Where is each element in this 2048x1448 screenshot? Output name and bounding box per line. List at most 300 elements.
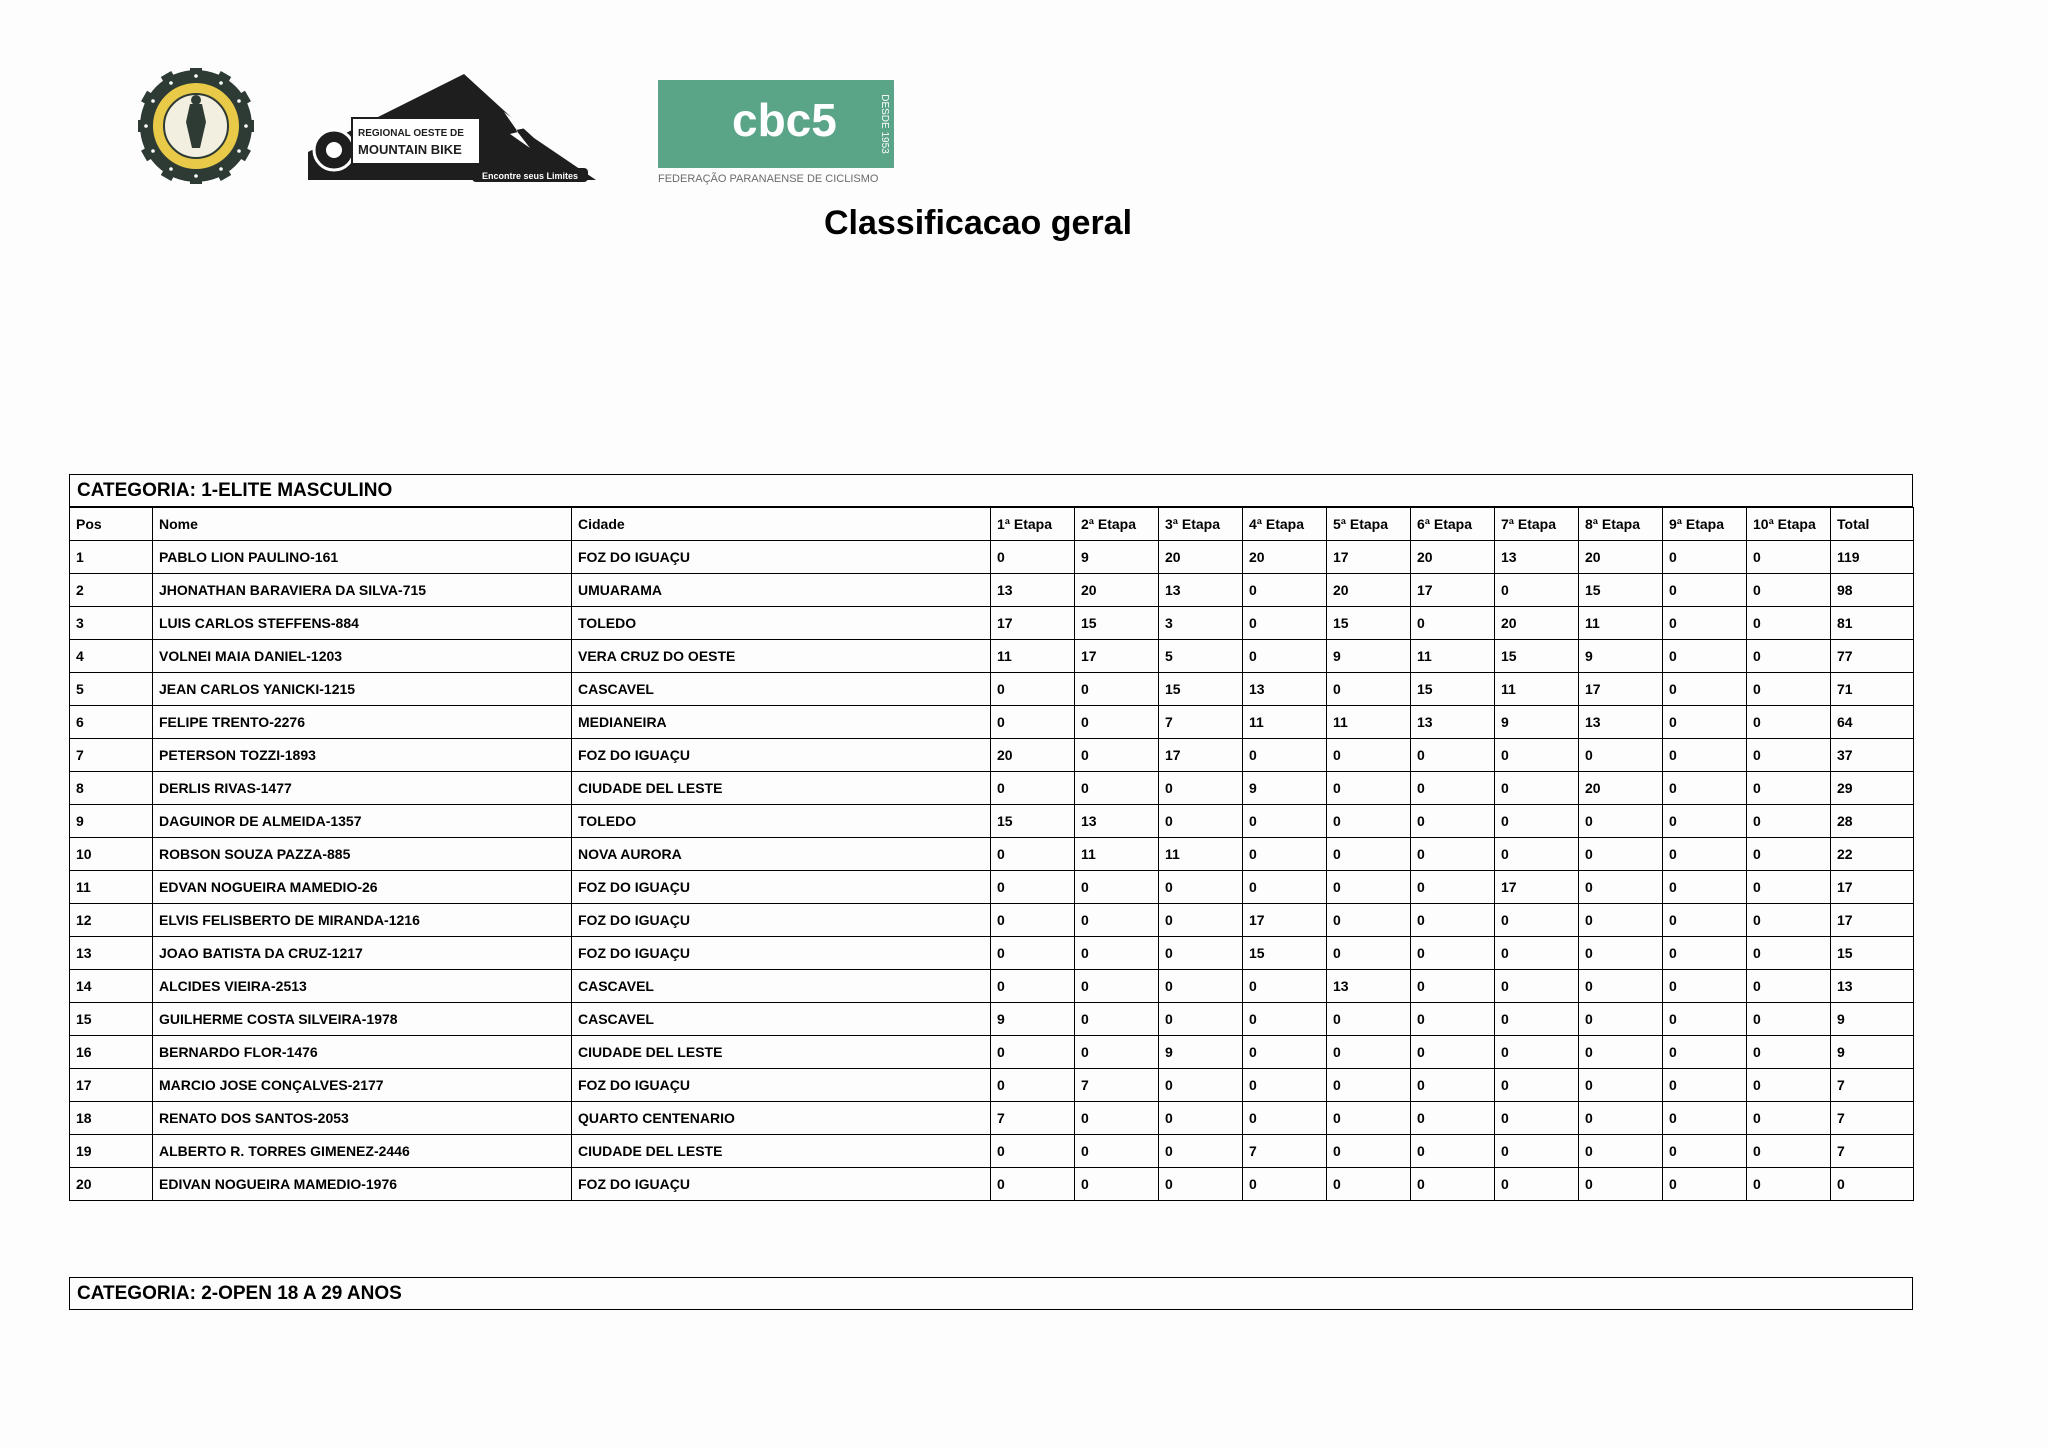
cell-etapa-10: 0	[1747, 904, 1831, 937]
cell-pos: 8	[70, 772, 153, 805]
cell-etapa-5: 0	[1327, 673, 1411, 706]
cell-etapa-10: 0	[1747, 937, 1831, 970]
column-header: Pos	[70, 508, 153, 541]
cell-etapa-1: 0	[991, 838, 1075, 871]
cell-etapa-10: 0	[1747, 1102, 1831, 1135]
svg-text:REGIONAL OESTE DE: REGIONAL OESTE DE	[358, 128, 464, 139]
cell-etapa-1: 20	[991, 739, 1075, 772]
cell-etapa-5: 17	[1327, 541, 1411, 574]
cell-total: 13	[1831, 970, 1914, 1003]
cell-cidade: MEDIANEIRA	[572, 706, 991, 739]
cell-etapa-5: 0	[1327, 1135, 1411, 1168]
cell-etapa-4: 9	[1243, 772, 1327, 805]
table-row	[70, 1069, 1914, 1102]
cell-etapa-2: 0	[1075, 1003, 1159, 1036]
cell-etapa-9: 0	[1663, 1102, 1747, 1135]
cell-etapa-7: 0	[1495, 1036, 1579, 1069]
cell-pos: 9	[70, 805, 153, 838]
cell-etapa-2: 0	[1075, 1036, 1159, 1069]
cell-etapa-2: 0	[1075, 739, 1159, 772]
cell-etapa-5: 11	[1327, 706, 1411, 739]
cell-etapa-6: 0	[1411, 937, 1495, 970]
column-header: 8ª Etapa	[1579, 508, 1663, 541]
svg-text:FEDERAÇÃO PARANAENSE DE CICLIS: FEDERAÇÃO PARANAENSE DE CICLISMO	[658, 173, 879, 185]
cell-cidade: CIUDADE DEL LESTE	[572, 1135, 991, 1168]
regional-mountain-bike-logo	[304, 68, 600, 190]
cell-etapa-10: 0	[1747, 805, 1831, 838]
cell-etapa-4: 13	[1243, 673, 1327, 706]
cell-etapa-2: 9	[1075, 541, 1159, 574]
cell-etapa-7: 0	[1495, 1003, 1579, 1036]
cell-etapa-2: 0	[1075, 706, 1159, 739]
cell-etapa-6: 0	[1411, 871, 1495, 904]
cell-nome: JOAO BATISTA DA CRUZ-1217	[153, 937, 572, 970]
column-header: 9ª Etapa	[1663, 508, 1747, 541]
cell-cidade: FOZ DO IGUAÇU	[572, 1168, 991, 1201]
cell-etapa-1: 0	[991, 706, 1075, 739]
table-row	[70, 838, 1914, 871]
cell-etapa-6: 0	[1411, 1168, 1495, 1201]
cell-etapa-9: 0	[1663, 937, 1747, 970]
cell-nome: ELVIS FELISBERTO DE MIRANDA-1216	[153, 904, 572, 937]
cell-cidade: CASCAVEL	[572, 1003, 991, 1036]
cell-etapa-4: 15	[1243, 937, 1327, 970]
cell-pos: 16	[70, 1036, 153, 1069]
cell-etapa-5: 0	[1327, 904, 1411, 937]
cell-etapa-9: 0	[1663, 1135, 1747, 1168]
table-row	[70, 904, 1914, 937]
cell-etapa-5: 0	[1327, 838, 1411, 871]
cell-cidade: TOLEDO	[572, 607, 991, 640]
cell-etapa-1: 17	[991, 607, 1075, 640]
cell-etapa-8: 20	[1579, 541, 1663, 574]
cell-cidade: FOZ DO IGUAÇU	[572, 739, 991, 772]
cell-etapa-7: 0	[1495, 970, 1579, 1003]
cell-etapa-5: 0	[1327, 1036, 1411, 1069]
cell-nome: ALCIDES VIEIRA-2513	[153, 970, 572, 1003]
cell-etapa-8: 13	[1579, 706, 1663, 739]
cell-cidade: CASCAVEL	[572, 673, 991, 706]
federacao-paranaense-logo	[656, 78, 896, 188]
column-header: Cidade	[572, 508, 991, 541]
cell-etapa-8: 17	[1579, 673, 1663, 706]
cell-etapa-10: 0	[1747, 541, 1831, 574]
table-row	[70, 970, 1914, 1003]
cell-cidade: FOZ DO IGUAÇU	[572, 904, 991, 937]
table-row	[70, 640, 1914, 673]
cell-total: 37	[1831, 739, 1914, 772]
cell-etapa-8: 0	[1579, 1168, 1663, 1201]
cell-nome: PABLO LION PAULINO-161	[153, 541, 572, 574]
cell-etapa-4: 0	[1243, 805, 1327, 838]
cell-etapa-4: 11	[1243, 706, 1327, 739]
table-row	[70, 541, 1914, 574]
cell-etapa-2: 17	[1075, 640, 1159, 673]
cell-pos: 2	[70, 574, 153, 607]
cell-total: 17	[1831, 904, 1914, 937]
cell-etapa-4: 0	[1243, 970, 1327, 1003]
cell-etapa-9: 0	[1663, 1003, 1747, 1036]
cell-etapa-9: 0	[1663, 1069, 1747, 1102]
svg-text:cbc5: cbc5	[732, 94, 837, 146]
category-header: CATEGORIA: 2-OPEN 18 A 29 ANOS	[69, 1277, 1913, 1310]
cell-etapa-2: 0	[1075, 937, 1159, 970]
cell-cidade: VERA CRUZ DO OESTE	[572, 640, 991, 673]
cell-total: 9	[1831, 1003, 1914, 1036]
column-header: 6ª Etapa	[1411, 508, 1495, 541]
cell-nome: JEAN CARLOS YANICKI-1215	[153, 673, 572, 706]
table-row	[70, 607, 1914, 640]
cell-etapa-8: 0	[1579, 805, 1663, 838]
cell-etapa-10: 0	[1747, 640, 1831, 673]
cell-etapa-4: 0	[1243, 739, 1327, 772]
cell-etapa-10: 0	[1747, 838, 1831, 871]
cell-etapa-7: 0	[1495, 838, 1579, 871]
cell-etapa-8: 15	[1579, 574, 1663, 607]
cell-etapa-3: 15	[1159, 673, 1243, 706]
cell-pos: 14	[70, 970, 153, 1003]
cell-nome: RENATO DOS SANTOS-2053	[153, 1102, 572, 1135]
table-row	[70, 739, 1914, 772]
cell-etapa-7: 0	[1495, 904, 1579, 937]
cell-etapa-1: 0	[991, 904, 1075, 937]
cell-total: 81	[1831, 607, 1914, 640]
column-header: 2ª Etapa	[1075, 508, 1159, 541]
cell-total: 64	[1831, 706, 1914, 739]
cell-nome: ALBERTO R. TORRES GIMENEZ-2446	[153, 1135, 572, 1168]
cell-etapa-6: 0	[1411, 904, 1495, 937]
page-title: Classificacao geral	[823, 204, 1133, 242]
cell-etapa-5: 0	[1327, 871, 1411, 904]
cell-etapa-4: 20	[1243, 541, 1327, 574]
cell-etapa-9: 0	[1663, 1036, 1747, 1069]
cell-etapa-3: 0	[1159, 1135, 1243, 1168]
cell-etapa-6: 0	[1411, 838, 1495, 871]
cell-etapa-10: 0	[1747, 607, 1831, 640]
cell-etapa-5: 20	[1327, 574, 1411, 607]
cell-etapa-5: 0	[1327, 805, 1411, 838]
column-header: 4ª Etapa	[1243, 508, 1327, 541]
svg-text:DESDE 1953: DESDE 1953	[879, 94, 890, 154]
cell-etapa-2: 11	[1075, 838, 1159, 871]
cell-etapa-1: 15	[991, 805, 1075, 838]
cell-etapa-5: 0	[1327, 1003, 1411, 1036]
svg-text:Encontre seus Limites: Encontre seus Limites	[481, 171, 579, 181]
cell-etapa-9: 0	[1663, 607, 1747, 640]
cell-etapa-1: 0	[991, 937, 1075, 970]
cell-etapa-8: 11	[1579, 607, 1663, 640]
cell-nome: GUILHERME COSTA SILVEIRA-1978	[153, 1003, 572, 1036]
cell-nome: FELIPE TRENTO-2276	[153, 706, 572, 739]
cell-etapa-10: 0	[1747, 1003, 1831, 1036]
cell-etapa-6: 0	[1411, 772, 1495, 805]
category-header: CATEGORIA: 1-ELITE MASCULINO	[69, 474, 1913, 507]
cell-etapa-1: 0	[991, 970, 1075, 1003]
table-row	[70, 1135, 1914, 1168]
column-header: 1ª Etapa	[991, 508, 1075, 541]
cell-etapa-3: 9	[1159, 1036, 1243, 1069]
cell-total: 119	[1831, 541, 1914, 574]
cell-etapa-3: 0	[1159, 871, 1243, 904]
cell-etapa-5: 0	[1327, 1102, 1411, 1135]
cell-cidade: CIUDADE DEL LESTE	[572, 772, 991, 805]
cell-pos: 4	[70, 640, 153, 673]
cell-total: 17	[1831, 871, 1914, 904]
cell-etapa-9: 0	[1663, 772, 1747, 805]
table-header-row	[70, 508, 1914, 541]
cell-pos: 20	[70, 1168, 153, 1201]
cell-etapa-9: 0	[1663, 871, 1747, 904]
cell-cidade: NOVA AURORA	[572, 838, 991, 871]
logo-bar	[0, 0, 2048, 200]
cell-etapa-1: 0	[991, 1168, 1075, 1201]
cell-etapa-6: 0	[1411, 1135, 1495, 1168]
cell-etapa-3: 0	[1159, 937, 1243, 970]
cell-pos: 17	[70, 1069, 153, 1102]
cell-nome: PETERSON TOZZI-1893	[153, 739, 572, 772]
cell-pos: 10	[70, 838, 153, 871]
cell-etapa-5: 0	[1327, 739, 1411, 772]
cell-etapa-3: 0	[1159, 970, 1243, 1003]
cell-etapa-2: 0	[1075, 970, 1159, 1003]
table-row	[70, 1168, 1914, 1201]
cell-etapa-8: 0	[1579, 1036, 1663, 1069]
cell-etapa-2: 7	[1075, 1069, 1159, 1102]
cell-etapa-6: 0	[1411, 739, 1495, 772]
cell-etapa-6: 0	[1411, 1003, 1495, 1036]
cell-cidade: QUARTO CENTENARIO	[572, 1102, 991, 1135]
cell-etapa-5: 0	[1327, 772, 1411, 805]
cell-etapa-10: 0	[1747, 970, 1831, 1003]
cell-etapa-3: 5	[1159, 640, 1243, 673]
cell-nome: JHONATHAN BARAVIERA DA SILVA-715	[153, 574, 572, 607]
cell-etapa-6: 13	[1411, 706, 1495, 739]
cell-etapa-4: 0	[1243, 1102, 1327, 1135]
cell-etapa-3: 20	[1159, 541, 1243, 574]
svg-text:MOUNTAIN BIKE: MOUNTAIN BIKE	[358, 142, 462, 157]
cell-etapa-4: 17	[1243, 904, 1327, 937]
cell-etapa-8: 20	[1579, 772, 1663, 805]
cell-etapa-4: 0	[1243, 1003, 1327, 1036]
cell-etapa-8: 0	[1579, 1003, 1663, 1036]
cell-cidade: CIUDADE DEL LESTE	[572, 1036, 991, 1069]
cell-nome: MARCIO JOSE CONÇALVES-2177	[153, 1069, 572, 1102]
cell-etapa-8: 9	[1579, 640, 1663, 673]
category-open-18-29	[69, 1277, 1913, 1310]
cell-etapa-3: 0	[1159, 805, 1243, 838]
cell-etapa-7: 0	[1495, 1135, 1579, 1168]
cell-etapa-8: 0	[1579, 871, 1663, 904]
cell-etapa-3: 0	[1159, 772, 1243, 805]
cell-etapa-10: 0	[1747, 871, 1831, 904]
results-table	[69, 507, 1914, 1201]
cell-etapa-8: 0	[1579, 904, 1663, 937]
cell-total: 7	[1831, 1102, 1914, 1135]
cell-etapa-7: 11	[1495, 673, 1579, 706]
cell-etapa-3: 11	[1159, 838, 1243, 871]
column-header: 10ª Etapa	[1747, 508, 1831, 541]
cell-etapa-8: 0	[1579, 937, 1663, 970]
cell-etapa-7: 9	[1495, 706, 1579, 739]
cell-etapa-1: 0	[991, 1135, 1075, 1168]
cell-etapa-3: 3	[1159, 607, 1243, 640]
table-row	[70, 772, 1914, 805]
cell-cidade: FOZ DO IGUAÇU	[572, 871, 991, 904]
cell-etapa-1: 0	[991, 772, 1075, 805]
cell-etapa-1: 7	[991, 1102, 1075, 1135]
column-header: 5ª Etapa	[1327, 508, 1411, 541]
cell-etapa-9: 0	[1663, 904, 1747, 937]
cell-etapa-6: 20	[1411, 541, 1495, 574]
cell-etapa-9: 0	[1663, 673, 1747, 706]
cell-etapa-4: 0	[1243, 574, 1327, 607]
cell-etapa-3: 0	[1159, 1168, 1243, 1201]
cell-etapa-8: 0	[1579, 1069, 1663, 1102]
cell-total: 71	[1831, 673, 1914, 706]
cell-etapa-9: 0	[1663, 640, 1747, 673]
cell-etapa-8: 0	[1579, 970, 1663, 1003]
cell-etapa-7: 13	[1495, 541, 1579, 574]
cell-etapa-4: 0	[1243, 1036, 1327, 1069]
cell-pos: 11	[70, 871, 153, 904]
cell-etapa-3: 0	[1159, 1102, 1243, 1135]
cell-etapa-8: 0	[1579, 739, 1663, 772]
cell-cidade: TOLEDO	[572, 805, 991, 838]
cell-etapa-7: 0	[1495, 739, 1579, 772]
cell-total: 7	[1831, 1069, 1914, 1102]
cell-nome: DAGUINOR DE ALMEIDA-1357	[153, 805, 572, 838]
cell-etapa-2: 0	[1075, 904, 1159, 937]
cell-etapa-9: 0	[1663, 838, 1747, 871]
cell-etapa-1: 0	[991, 1036, 1075, 1069]
column-header: Nome	[153, 508, 572, 541]
cell-pos: 1	[70, 541, 153, 574]
cell-etapa-7: 0	[1495, 805, 1579, 838]
cell-nome: BERNARDO FLOR-1476	[153, 1036, 572, 1069]
table-row	[70, 871, 1914, 904]
cell-etapa-1: 0	[991, 541, 1075, 574]
cell-etapa-3: 0	[1159, 904, 1243, 937]
cell-etapa-7: 0	[1495, 937, 1579, 970]
cell-etapa-9: 0	[1663, 706, 1747, 739]
cell-cidade: UMUARAMA	[572, 574, 991, 607]
cell-etapa-6: 0	[1411, 805, 1495, 838]
cell-pos: 7	[70, 739, 153, 772]
cell-etapa-7: 17	[1495, 871, 1579, 904]
cell-pos: 12	[70, 904, 153, 937]
table-row	[70, 1036, 1914, 1069]
cell-etapa-2: 15	[1075, 607, 1159, 640]
cell-etapa-3: 17	[1159, 739, 1243, 772]
cell-cidade: CASCAVEL	[572, 970, 991, 1003]
cell-total: 0	[1831, 1168, 1914, 1201]
cell-etapa-8: 0	[1579, 1102, 1663, 1135]
cell-pos: 13	[70, 937, 153, 970]
cell-pos: 18	[70, 1102, 153, 1135]
cell-etapa-1: 13	[991, 574, 1075, 607]
cell-etapa-9: 0	[1663, 805, 1747, 838]
cell-etapa-6: 11	[1411, 640, 1495, 673]
column-header: 3ª Etapa	[1159, 508, 1243, 541]
cell-etapa-5: 15	[1327, 607, 1411, 640]
cell-etapa-7: 0	[1495, 1102, 1579, 1135]
category-elite-masculino	[69, 474, 1913, 1201]
cell-etapa-6: 0	[1411, 1069, 1495, 1102]
cell-etapa-10: 0	[1747, 673, 1831, 706]
cell-etapa-1: 0	[991, 1069, 1075, 1102]
cell-total: 9	[1831, 1036, 1914, 1069]
cell-etapa-4: 0	[1243, 640, 1327, 673]
club-emblem-logo	[138, 68, 254, 184]
cell-etapa-10: 0	[1747, 574, 1831, 607]
cell-total: 29	[1831, 772, 1914, 805]
cell-etapa-5: 9	[1327, 640, 1411, 673]
cell-etapa-1: 11	[991, 640, 1075, 673]
column-header: Total	[1831, 508, 1914, 541]
cell-etapa-5: 13	[1327, 970, 1411, 1003]
cell-etapa-6: 0	[1411, 607, 1495, 640]
cell-etapa-8: 0	[1579, 1135, 1663, 1168]
cell-etapa-6: 0	[1411, 970, 1495, 1003]
cell-nome: ROBSON SOUZA PAZZA-885	[153, 838, 572, 871]
cell-nome: VOLNEI MAIA DANIEL-1203	[153, 640, 572, 673]
cell-etapa-7: 0	[1495, 1168, 1579, 1201]
cell-etapa-6: 15	[1411, 673, 1495, 706]
cell-etapa-7: 0	[1495, 1069, 1579, 1102]
cell-etapa-8: 0	[1579, 838, 1663, 871]
cell-etapa-4: 0	[1243, 838, 1327, 871]
cell-nome: LUIS CARLOS STEFFENS-884	[153, 607, 572, 640]
cell-etapa-3: 0	[1159, 1003, 1243, 1036]
cell-cidade: FOZ DO IGUAÇU	[572, 541, 991, 574]
cell-etapa-1: 0	[991, 871, 1075, 904]
cell-etapa-2: 0	[1075, 772, 1159, 805]
cell-etapa-7: 15	[1495, 640, 1579, 673]
cell-etapa-4: 0	[1243, 871, 1327, 904]
cell-pos: 19	[70, 1135, 153, 1168]
cell-etapa-4: 0	[1243, 1069, 1327, 1102]
cell-etapa-5: 0	[1327, 1069, 1411, 1102]
cell-nome: DERLIS RIVAS-1477	[153, 772, 572, 805]
cell-etapa-1: 0	[991, 673, 1075, 706]
cell-etapa-7: 0	[1495, 574, 1579, 607]
cell-etapa-2: 0	[1075, 673, 1159, 706]
cell-etapa-10: 0	[1747, 706, 1831, 739]
cell-nome: EDIVAN NOGUEIRA MAMEDIO-1976	[153, 1168, 572, 1201]
cell-etapa-2: 0	[1075, 1102, 1159, 1135]
cell-etapa-10: 0	[1747, 1036, 1831, 1069]
table-row	[70, 574, 1914, 607]
cell-etapa-9: 0	[1663, 739, 1747, 772]
cell-etapa-9: 0	[1663, 574, 1747, 607]
cell-nome: EDVAN NOGUEIRA MAMEDIO-26	[153, 871, 572, 904]
cell-pos: 15	[70, 1003, 153, 1036]
cell-etapa-6: 0	[1411, 1036, 1495, 1069]
cell-etapa-10: 0	[1747, 772, 1831, 805]
cell-etapa-1: 9	[991, 1003, 1075, 1036]
table-row	[70, 937, 1914, 970]
cell-etapa-2: 0	[1075, 871, 1159, 904]
cell-etapa-5: 0	[1327, 1168, 1411, 1201]
cell-etapa-6: 17	[1411, 574, 1495, 607]
cell-total: 77	[1831, 640, 1914, 673]
cell-total: 98	[1831, 574, 1914, 607]
table-row	[70, 706, 1914, 739]
cell-total: 22	[1831, 838, 1914, 871]
table-row	[70, 805, 1914, 838]
table-row	[70, 1102, 1914, 1135]
cell-total: 15	[1831, 937, 1914, 970]
